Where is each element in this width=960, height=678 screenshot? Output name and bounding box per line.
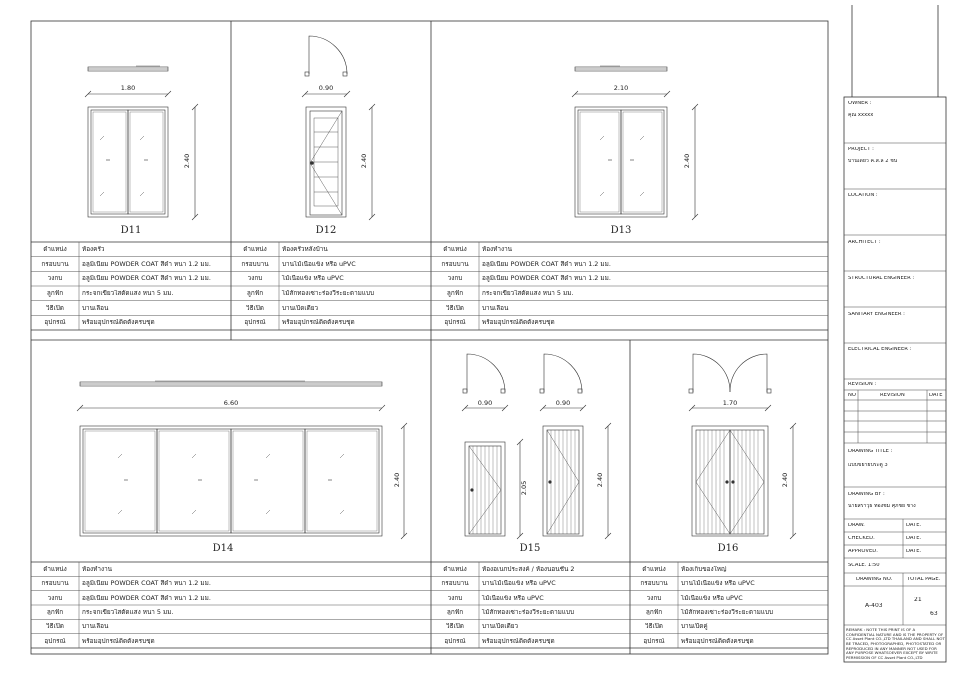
- revision-label: REVISION :: [848, 382, 877, 387]
- d16-spec-value: ห้องเก็บของใหญ่: [681, 565, 727, 573]
- d14-spec-value: กระจกเขียวใสตัดแสง หนา 5 มม.: [82, 608, 174, 616]
- d15-spec-value: บานไม้เนื้อแข็ง หรือ uPVC: [482, 580, 556, 587]
- d13-width-dim: 2.10: [613, 84, 629, 92]
- d14-spec-label: ลูกฟัก: [46, 608, 64, 616]
- approved-label: APPROVED.: [848, 549, 878, 554]
- d14-spec-value: อลูมิเนียม POWDER COAT สีดำ หนา 1.2 มม.: [82, 594, 211, 602]
- revision-date-header: DATE: [929, 393, 943, 398]
- d15-spec-label: ตำแหน่ง: [443, 565, 467, 573]
- d12-height-dim: 2.40: [360, 153, 368, 169]
- d12-spec-value: ห้องครัวหลังบ้าน: [282, 246, 328, 253]
- d16-spec-value: พร้อมอุปกรณ์ติดตั้งครบชุด: [681, 637, 754, 645]
- drawing-no-label: DRAWING NO.: [856, 577, 893, 582]
- d15-spec-label: อุปกรณ์: [444, 637, 466, 645]
- d16-spec-value: บานเปิดคู่: [681, 623, 708, 630]
- d15-spec-value: ห้องอเนกประสงค์ / ห้องนอนชั้น 2: [482, 565, 575, 573]
- d15-spec-value: บานเปิดเดียว: [482, 623, 519, 630]
- owner-label: OWNER :: [848, 101, 872, 106]
- d11-spec-label: วิธีเปิด: [46, 304, 64, 312]
- d15-spec-value: พร้อมอุปกรณ์ติดตั้งครบชุด: [482, 637, 555, 645]
- d16-spec-value: บานไม้เนื้อแข็ง หรือ uPVC: [681, 580, 755, 587]
- d12-width-dim: 0.90: [318, 84, 334, 92]
- d13-spec-label: กรอบบาน: [441, 260, 469, 268]
- d14-spec-value: อลูมิเนียม POWDER COAT สีดำ หนา 1.2 มม.: [82, 580, 211, 587]
- d14-height-dim: 2.40: [393, 472, 401, 488]
- d14-spec-value: พร้อมอุปกรณ์ติดตั้งครบชุด: [82, 637, 155, 645]
- revision-revision-header: REVISION: [880, 393, 905, 398]
- structural-engineer-label: STRUCTURAL ENGINEER :: [848, 276, 915, 281]
- d11-height-dim: 2.40: [183, 153, 191, 169]
- d16-spec-label: วงกบ: [646, 594, 662, 602]
- draw-date-label: DATE.: [906, 523, 922, 528]
- d15-spec-value: ไม้สักทองเซาะร่องวีระยะตามแบบ: [482, 608, 575, 616]
- d11-spec-value: อลูมิเนียม POWDER COAT สีดำ หนา 1.2 มม.: [82, 260, 211, 268]
- owner-value: คุณ xxxxx: [848, 113, 874, 118]
- d11-spec-label: อุปกรณ์: [44, 319, 66, 326]
- d16-spec-label: ตำแหน่ง: [642, 565, 666, 573]
- d16-width-dim: 1.70: [722, 399, 738, 407]
- d13-spec-label: วงกบ: [447, 275, 463, 282]
- d13-spec-value: กระจกเขียวใสตัดแสง หนา 5 มม.: [482, 290, 574, 297]
- approved-date-label: DATE.: [906, 549, 922, 554]
- d13-spec-label: ตำแหน่ง: [443, 246, 467, 253]
- d13-spec-value: ห้องทำงาน: [482, 246, 513, 253]
- d11-spec-value: บานเลื่อน: [82, 304, 109, 312]
- d12-spec-label: วิธีเปิด: [246, 304, 264, 312]
- d12-elevation: [302, 36, 375, 220]
- d13-spec-value: อลูมิเนียม POWDER COAT สีดำ หนา 1.2 มม.: [482, 260, 611, 268]
- d16-spec-value: ไม้สักทองเซาะร่องวีระยะตามแบบ: [681, 608, 774, 616]
- architect-label: ARCHITECT :: [848, 240, 881, 245]
- d13-title: D13: [610, 225, 632, 236]
- d13-spec-label: วิธีเปิด: [446, 304, 464, 312]
- d16-spec-label: อุปกรณ์: [643, 637, 665, 645]
- d13-spec-value: บานเลื่อน: [482, 304, 509, 312]
- remark-note: REMARK : NOTE THIS PRINT IS OF A CONFIDENTIAL NATURE AND IS THE PROPERTY OF CC Asset Plant CO.,LTD THAILAND AND SHALL NOT BE TRACED, PHOTOGRAPHED, PHOTOSTATED OR REPRODUCED IN ANY MANNER NOT USED FOR ANY PURPOSE WHATSOEVER EXCEPT BY WRITE PERMISSION OF CC Asset Plant CO.,LTD: [846, 628, 945, 661]
- d15-height-dim-right: 2.40: [596, 472, 604, 488]
- d16-height-dim: 2.40: [781, 472, 789, 488]
- d12-spec-value: บานเปิดเดียว: [282, 304, 319, 312]
- d14-spec-label: กรอบบาน: [41, 580, 69, 587]
- d15-width-dim-left: 0.90: [477, 399, 493, 407]
- d12-spec-value: ไม้สักทองเซาะร่องวีระยะตามแบบ: [282, 290, 375, 297]
- d14-spec-label: วิธีเปิด: [46, 623, 64, 630]
- project-label: PROJECT :: [848, 147, 874, 152]
- draw-label: DRAW.: [848, 523, 865, 528]
- d14-title: D14: [212, 543, 234, 554]
- d12-spec-label: กรอบบาน: [241, 260, 269, 268]
- d11-spec-label: วงกบ: [47, 275, 63, 282]
- checked-label: CHECKED.: [848, 536, 875, 541]
- d12-spec-value: ไม้เนื้อแข็ง หรือ uPVC: [282, 275, 344, 282]
- drawing-title-label: DRAWING TITLE :: [848, 449, 893, 454]
- d15-spec-label: วิธีเปิด: [446, 623, 464, 630]
- d12-title: D12: [315, 225, 337, 236]
- revision-no-header: NO: [848, 393, 856, 398]
- d13-spec-label: อุปกรณ์: [444, 319, 466, 326]
- drawing-by-label: DRAWING BY :: [848, 492, 885, 497]
- d16-elevation: [689, 354, 796, 539]
- d14-spec-label: อุปกรณ์: [44, 637, 66, 645]
- d13-spec-label: ลูกฟัก: [446, 290, 464, 297]
- d16-spec-label: ลูกฟัก: [645, 608, 663, 616]
- d16-spec-label: วิธีเปิด: [645, 623, 663, 630]
- d16-title: D16: [717, 543, 739, 554]
- total-page-label: TOTAL PAGE.: [907, 577, 941, 582]
- d11-width-dim: 1.80: [120, 84, 136, 92]
- d15-spec-label: ลูกฟัก: [446, 608, 464, 616]
- d12-spec-label: วงกบ: [247, 275, 263, 282]
- d11-spec-label: กรอบบาน: [41, 260, 69, 268]
- d12-spec-label: ตำแหน่ง: [243, 246, 267, 253]
- d13-height-dim: 2.40: [683, 153, 691, 169]
- d13-spec-value: อลูมิเนียม POWDER COAT สีดำ หนา 1.2 มม.: [482, 275, 611, 282]
- checked-date-label: DATE.: [906, 536, 922, 541]
- d12-spec-value: พร้อมอุปกรณ์ติดตั้งครบชุด: [282, 319, 355, 326]
- d14-width-dim: 6.60: [223, 399, 239, 407]
- d16-spec-label: กรอบบาน: [640, 580, 668, 587]
- d14-spec-value: ห้องทำงาน: [82, 565, 113, 573]
- page-no-value: 21: [914, 597, 922, 603]
- d15-title: D15: [519, 543, 541, 554]
- sanitary-engineer-label: SANITARY ENGINEER :: [848, 312, 905, 317]
- d15-width-dim-right: 0.90: [555, 399, 571, 407]
- d11-spec-value: กระจกเขียวใสตัดแสง หนา 5 มม.: [82, 290, 174, 297]
- electrical-engineer-label: ELECTRICAL ENGINEER :: [848, 347, 912, 352]
- d11-spec-value: อลูมิเนียม POWDER COAT สีดำ หนา 1.2 มม.: [82, 275, 211, 282]
- d16-spec-value: ไม้เนื้อแข็ง หรือ uPVC: [681, 594, 743, 602]
- d12-spec-value: บานไม้เนื้อแข็ง หรือ uPVC: [282, 260, 356, 268]
- d15-spec-label: วงกบ: [447, 594, 463, 602]
- d15-spec-value: ไม้เนื้อแข็ง หรือ uPVC: [482, 594, 544, 602]
- project-value: บ้านเดี่ยว ค.ส.ล 2 ชั้น: [848, 159, 898, 164]
- d14-spec-value: บานเลื่อน: [82, 623, 109, 630]
- total-pages-value: 63: [930, 611, 938, 617]
- d14-spec-label: ตำแหน่ง: [43, 565, 67, 573]
- d15-spec-label: กรอบบาน: [441, 580, 469, 587]
- drawing-no-value: A-403: [865, 603, 883, 609]
- d11-title: D11: [120, 225, 142, 236]
- d12-spec-label: ลูกฟัก: [246, 290, 264, 297]
- drawing-by-value: นายสราวุธ ทองชม ศุภชัย ช่าง: [848, 504, 916, 509]
- scale-label: SCALE. 1:50: [848, 563, 880, 568]
- drawing-title-value: แบบขยายประตู 3: [848, 463, 888, 468]
- d15-elevation: [462, 354, 611, 539]
- d11-spec-value: ห้องครัว: [82, 246, 105, 253]
- d15-height-dim-left: 2.05: [520, 480, 528, 496]
- d14-spec-label: วงกบ: [47, 594, 63, 602]
- d11-spec-label: ลูกฟัก: [46, 290, 64, 297]
- d12-spec-label: อุปกรณ์: [244, 319, 266, 326]
- d11-spec-value: พร้อมอุปกรณ์ติดตั้งครบชุด: [82, 319, 155, 326]
- location-label: LOCATION :: [848, 193, 878, 198]
- d11-spec-label: ตำแหน่ง: [43, 246, 67, 253]
- d13-spec-value: พร้อมอุปกรณ์ติดตั้งครบชุด: [482, 319, 555, 326]
